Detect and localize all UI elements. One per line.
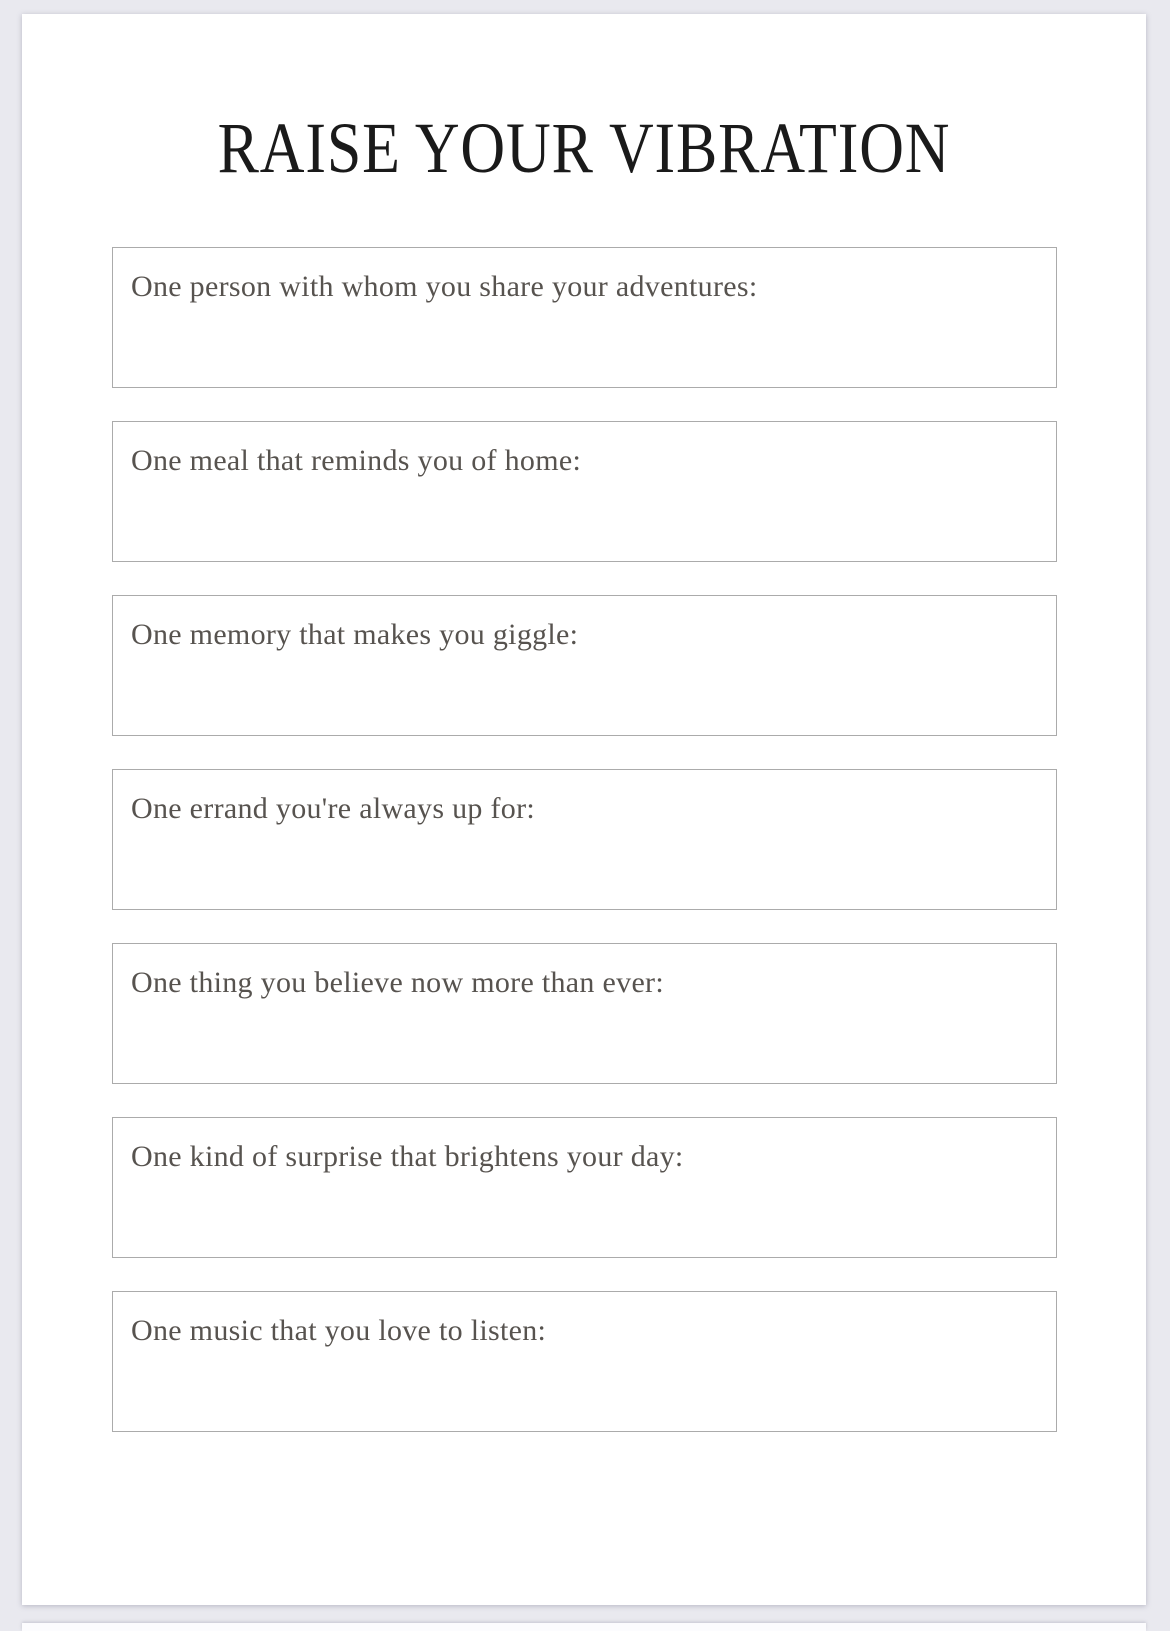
prompt-box-surprise[interactable]: [112, 1117, 1057, 1258]
prompt-label: One music that you love to listen:: [131, 1314, 547, 1347]
answer-space[interactable]: [131, 1001, 1032, 1071]
answer-space[interactable]: [131, 305, 1032, 375]
next-page-edge: [22, 1623, 1146, 1631]
prompt-label: One meal that reminds you of home:: [131, 444, 582, 477]
prompt-label: One kind of surprise that brightens your day:: [131, 1140, 684, 1173]
prompt-box-music[interactable]: [112, 1291, 1057, 1432]
page-title: RAISE YOUR VIBRATION: [217, 108, 951, 188]
prompt-box-meal[interactable]: [112, 421, 1057, 562]
answer-space[interactable]: [131, 1349, 1032, 1419]
prompt-box-errand[interactable]: [112, 769, 1057, 910]
prompt-box-person[interactable]: [112, 247, 1057, 388]
prompt-label: One person with whom you share your adventures:: [131, 270, 758, 303]
prompt-label: One memory that makes you giggle:: [131, 618, 579, 651]
answer-space[interactable]: [131, 479, 1032, 549]
prompt-label: One thing you believe now more than ever:: [131, 966, 664, 999]
prompt-list: [112, 247, 1057, 1432]
answer-space[interactable]: [131, 653, 1032, 723]
answer-space[interactable]: [131, 1175, 1032, 1245]
answer-space[interactable]: [131, 827, 1032, 897]
prompt-box-belief[interactable]: [112, 943, 1057, 1084]
prompt-label: One errand you're always up for:: [131, 792, 536, 825]
worksheet-page: [22, 14, 1146, 1605]
prompt-box-memory[interactable]: [112, 595, 1057, 736]
